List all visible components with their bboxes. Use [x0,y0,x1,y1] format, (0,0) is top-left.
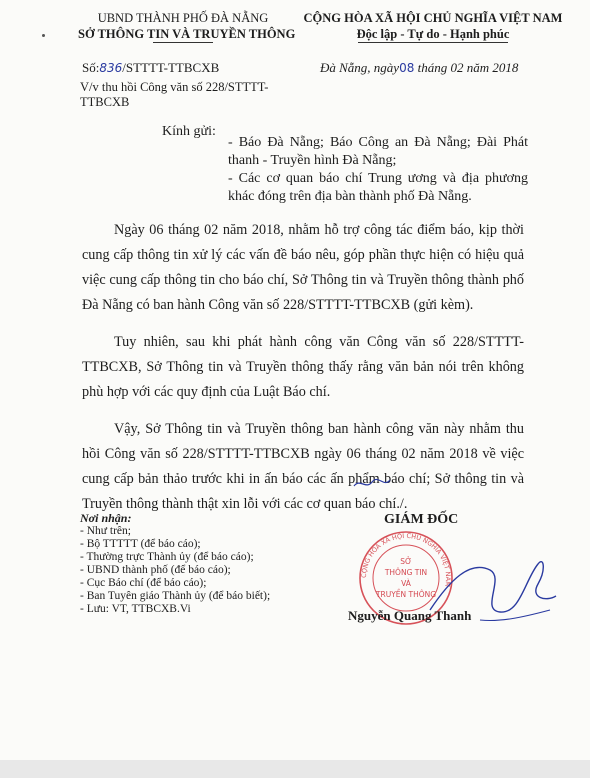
doc-number-prefix: Số: [82,60,100,75]
recipient-item: - Các cơ quan báo chí Trung ương và địa phương khác đóng trên địa bàn thành phố Đà Nẵng. [228,171,528,204]
date-day-handwritten: 08 [399,61,415,75]
national-header [298,10,568,43]
distribution-item: - UBND thành phố (để báo cáo); [80,564,231,576]
document-number [82,60,219,76]
motto-underline [358,42,508,43]
doc-number-handwritten: 836 [99,61,123,75]
body-text [82,218,524,529]
date-suffix: tháng 02 năm 2018 [417,60,519,75]
seal-center-line: THÔNG TIN [384,568,428,577]
issuer-header [78,10,296,43]
recipient-list [228,134,528,206]
seal-center-line: VÀ [401,579,411,588]
distribution-title: Nơi nhận: [80,511,132,525]
national-motto: Độc lập - Tự do - Hạnh phúc [356,27,510,41]
issue-date [320,60,518,76]
distribution-item: - Như trên; [80,525,131,537]
salutation-label: Kính gửi: [162,124,216,139]
paragraph: Vậy, Sở Thông tin và Truyền thông ban hành công văn này nhằm thu hồi Công văn số 228/STTTT-TTBCXB ngày 06 tháng 02 năm 2018 về việc cung cấp bản thảo trước khi in ấn báo các ấn phẩm báo chí; Sở thông tin và Truyền thông thành thật xin lỗi với các cơ quan báo chí./. [82,421,524,512]
distribution-item: - Ban Tuyên giáo Thành ủy (để báo biết); [80,590,271,602]
paragraph: Ngày 06 tháng 02 năm 2018, nhằm hỗ trợ công tác điểm báo, kịp thời cung cấp thông tin xử lý các vấn đề báo nêu, góp phần thực hiện có hiệu quả việc cung cấp thông tin cho báo chí, Sở Thông tin và Truyền thông thành phố Đà Nẵng có ban hành Công văn số 228/STTTT-TTBCXB (gửi kèm). [82,222,524,313]
signer-title: GIÁM ĐỐC [384,512,459,527]
distribution-list [80,512,280,616]
issuer-parent: UBND THÀNH PHỐ ĐÀ NẴNG [97,11,269,25]
doc-number-suffix: /STTTT-TTBCXB [122,60,220,75]
distribution-item: - Bộ TTTTT (để báo cáo); [80,538,201,550]
distribution-item: - Lưu: VT, TTBCXB.Vi [80,603,191,615]
issuer-name: SỞ THÔNG TIN VÀ TRUYỀN THÔNG [78,27,296,41]
paragraph: Tuy nhiên, sau khi phát hành công văn Công văn số 228/STTTT-TTBCXB, Sở Thông tin và Truyền thông thấy rằng văn bản nói trên không phù hợp với các quy định của Luật Báo chí. [82,334,524,400]
initial-scribble [352,474,392,494]
handwritten-signature [420,540,560,640]
distribution-item: - Thường trực Thành ủy (để báo cáo); [80,551,254,563]
issuer-underline [153,42,213,43]
subject-line: V/v thu hồi Công văn số 228/STTTT-TTBCXB [80,80,269,109]
recipient-item: - Báo Đà Nẵng; Báo Công an Đà Nẵng; Đài Phát thanh - Truyền hình Đà Nẵng; [228,135,528,168]
date-prefix: Đà Nẵng, ngày [320,60,400,75]
national-title: CỘNG HÒA XÃ HỘI CHỦ NGHĨA VIỆT NAM [303,11,563,25]
viewer-bottom-bar [0,760,590,778]
signer-name: Nguyễn Quang Thanh [348,608,472,623]
seal-ring-text: CỘNG HÒA XÃ HỘI CHỦ NGHĨA VIỆT NAM [359,531,453,588]
scan-speck [42,34,45,37]
seal-center-line: SỞ [400,557,412,566]
seal-center-line: TRUYỀN THÔNG [375,590,437,599]
distribution-item: - Cục Báo chí (để báo cáo); [80,577,207,589]
